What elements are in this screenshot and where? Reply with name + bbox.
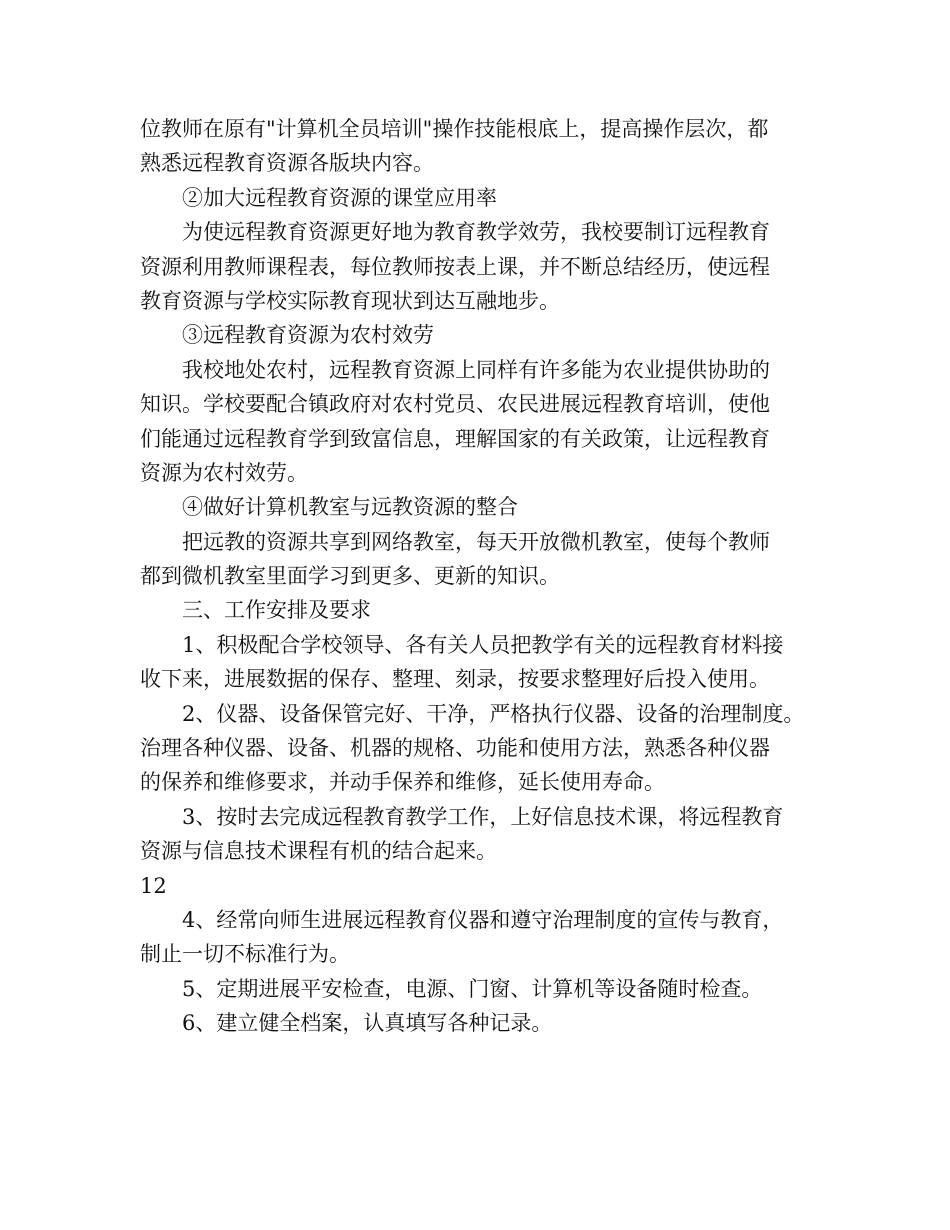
text-line: 位教师在原有"计算机全员培训"操作技能根底上，提高操作层次，都	[140, 117, 769, 141]
list-item: 3、按时去完成远程教育教学工作，上好信息技术课，将远程教育	[182, 804, 784, 829]
text-line: 收下来，进展数据的保存、整理、刻录，按要求整理好后投入使用。	[140, 667, 770, 692]
text-line: 的保养和维修要求，并动手保养和维修，延长使用寿命。	[140, 770, 665, 795]
text-line: 为使远程教育资源更好地为教育教学效劳，我校要制订远程教育	[182, 220, 770, 245]
text-line: 我校地处农村，远程教育资源上同样有许多能为农业提供协助的	[182, 357, 770, 382]
list-item: 5、定期进展平安检查，电源、门窗、计算机等设备随时检查。	[182, 976, 763, 1001]
page-number: 12	[140, 873, 167, 898]
text-line: 教育资源与学校实际教育现状到达互融地步。	[140, 288, 560, 313]
list-item: 2、仪器、设备保管完好、干净，严格执行仪器、设备的治理制度。	[182, 701, 805, 726]
section-heading: ③远程教育资源为农村效劳	[182, 323, 434, 348]
text-line: 制止一切不标准行为。	[140, 942, 350, 967]
document-body	[140, 112, 830, 1041]
text-line: 都到微机教室里面学习到更多、更新的知识。	[140, 564, 560, 589]
section-heading: ②加大远程教育资源的课堂应用率	[182, 185, 497, 210]
list-item: 1、积极配合学校领导、各有关人员把教学有关的远程教育材料接	[182, 632, 784, 657]
text-line: 知识。学校要配合镇政府对农村党员、农民进展远程教育培训，使他	[140, 392, 770, 417]
text-line: 熟悉远程教育资源各版块内容。	[140, 151, 434, 176]
text-line: 资源与信息技术课程有机的结合起来。	[140, 839, 497, 864]
text-line: 资源为农村效劳。	[140, 460, 308, 485]
text-line: 把远教的资源共享到网络教室，每天开放微机教室，使每个教师	[182, 529, 770, 554]
list-item: 4、经常向师生进展远程教育仪器和遵守治理制度的宣传与教育，	[182, 907, 784, 932]
text-line: 治理各种仪器、设备、机器的规格、功能和使用方法，熟悉各种仪器	[140, 736, 770, 761]
text-line: 们能通过远程教育学到致富信息，理解国家的有关政策，让远程教育	[140, 426, 770, 451]
list-item: 6、建立健全档案，认真填写各种记录。	[182, 1011, 553, 1036]
text-line: 资源利用教师课程表，每位教师按表上课，并不断总结经历，使远程	[140, 254, 770, 279]
section-heading: 三、工作安排及要求	[182, 598, 371, 623]
section-heading: ④做好计算机教室与远教资源的整合	[182, 495, 518, 520]
